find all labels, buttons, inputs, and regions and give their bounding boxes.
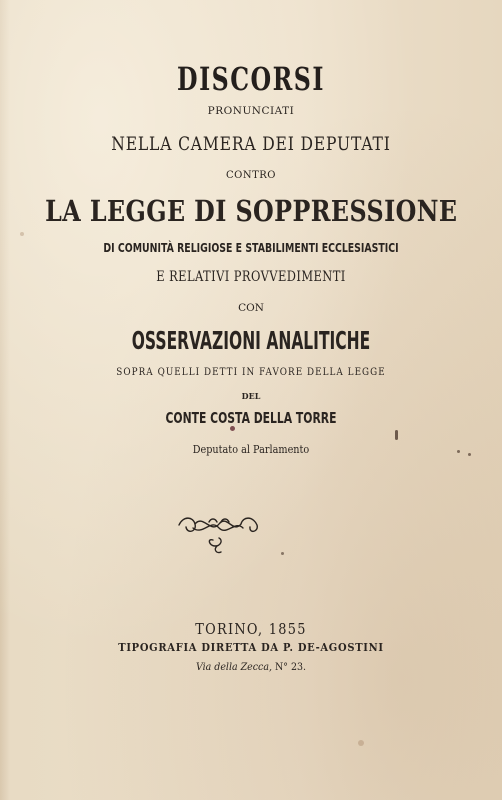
imprint-place-year: TORINO, 1855: [195, 620, 307, 638]
imprint-number: N° 23.: [275, 661, 307, 673]
foxing-spot: [358, 740, 364, 746]
printers-ornament-icon: [173, 508, 263, 556]
title-discorsi: DISCORSI: [177, 60, 325, 98]
foxing-spot: [281, 552, 284, 555]
subtitle-sopra: SOPRA QUELLI DETTI IN FAVORE DELLA LEGGE: [116, 367, 386, 378]
title-legge: LA LEGGE DI SOPPRESSIONE: [45, 194, 458, 228]
subtitle-pronunciati: PRONUNCIATI: [207, 105, 295, 117]
foxing-spot: [395, 430, 398, 440]
subtitle-con: CON: [238, 302, 264, 314]
imprint-street: Via della Zecca,: [195, 661, 272, 673]
imprint-printer: TIPOGRAFIA DIRETTA DA P. DE-AGOSTINI: [118, 641, 384, 654]
title-osservazioni: OSSERVAZIONI ANALITICHE: [131, 326, 371, 355]
imprint-address: [25, 661, 477, 673]
subtitle-contro: CONTRO: [226, 170, 276, 181]
author-title: Deputato al Parlamento: [192, 443, 310, 456]
subtitle-camera: NELLA CAMERA DEI DEPUTATI: [111, 133, 391, 155]
subtitle-del: DEL: [241, 391, 261, 401]
subtitle-provvedimenti: E RELATIVI PROVVEDIMENTI: [156, 269, 346, 285]
foxing-spot: [20, 232, 24, 236]
subtitle-comunita: DI COMUNITÀ RELIGIOSE E STABILIMENTI ECCLESIASTICI: [103, 241, 399, 255]
author-name: CONTE COSTA DELLA TORRE: [165, 409, 337, 427]
